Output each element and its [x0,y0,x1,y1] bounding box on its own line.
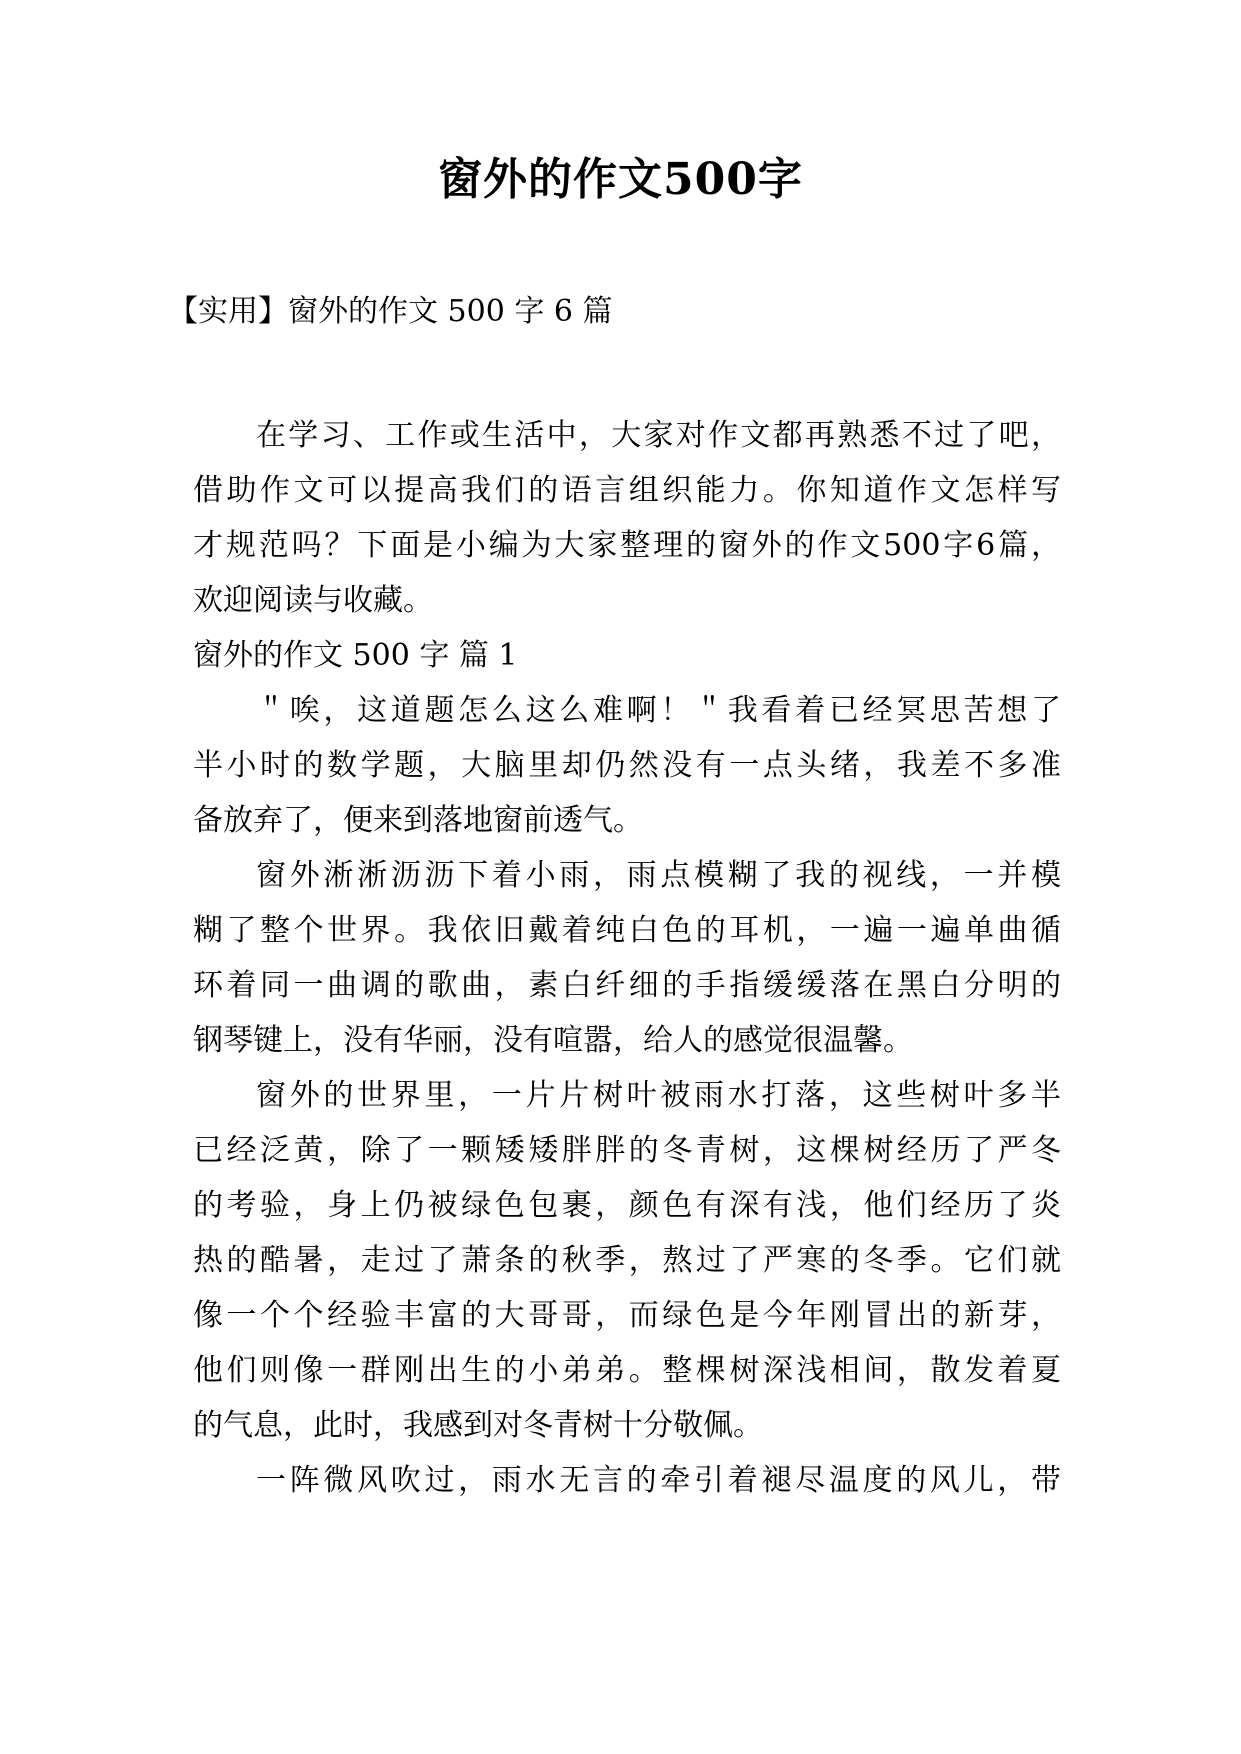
document-subtitle: 【实用】窗外的作文 500 字 6 篇 [168,294,613,329]
text-line: 已经泛黄，除了一颗矮矮胖胖的冬青树，这棵树经历了严冬 [193,1133,1061,1168]
text-line: 一阵微风吹过，雨水无言的牵引着褪尽温度的风儿，带 [256,1463,1061,1498]
text-line: 借助作文可以提高我们的语言组织能力。你知道作文怎样写 [193,473,1061,508]
text-line: 像一个个经验丰富的大哥哥，而绿色是今年刚冒出的新芽， [193,1298,1061,1333]
text-line: 在学习、工作或生活中，大家对作文都再熟悉不过了吧， [256,418,1061,453]
text-line: 半小时的数学题，大脑里却仍然没有一点头绪，我差不多准 [193,748,1061,783]
text-line: 备放弃了，便来到落地窗前透气。 [193,803,643,838]
section-heading: 窗外的作文 500 字 篇 1 [193,638,518,673]
text-line: 环着同一曲调的歌曲，素白纤细的手指缓缓落在黑白分明的 [193,968,1061,1003]
text-line: 糊了整个世界。我依旧戴着纯白色的耳机，一遍一遍单曲循 [193,913,1061,948]
text-line: 窗外的世界里，一片片树叶被雨水打落，这些树叶多半 [256,1078,1061,1113]
text-line: 热的酷暑，走过了萧条的秋季，熬过了严寒的冬季。它们就 [193,1243,1061,1278]
text-line: 欢迎阅读与收藏。 [193,583,433,618]
text-line: 的考验，身上仍被绿色包裹，颜色有深有浅，他们经历了炎 [193,1188,1061,1223]
text-line: 窗外淅淅沥沥下着小雨，雨点模糊了我的视线，一并模 [256,858,1061,893]
text-line: 才规范吗？下面是小编为大家整理的窗外的作文500字6篇， [193,528,1061,563]
text-line: 他们则像一群刚出生的小弟弟。整棵树深浅相间，散发着夏 [193,1353,1061,1388]
text-line: 钢琴键上，没有华丽，没有喧嚣，给人的感觉很温馨。 [193,1023,913,1058]
text-line: ＂唉，这道题怎么这么难啊！＂我看着已经冥思苦想了 [256,693,1061,728]
document-title: 窗外的作文500字 [438,154,803,205]
document-body [193,408,1061,1508]
text-line: 的气息，此时，我感到对冬青树十分敬佩。 [193,1408,763,1443]
